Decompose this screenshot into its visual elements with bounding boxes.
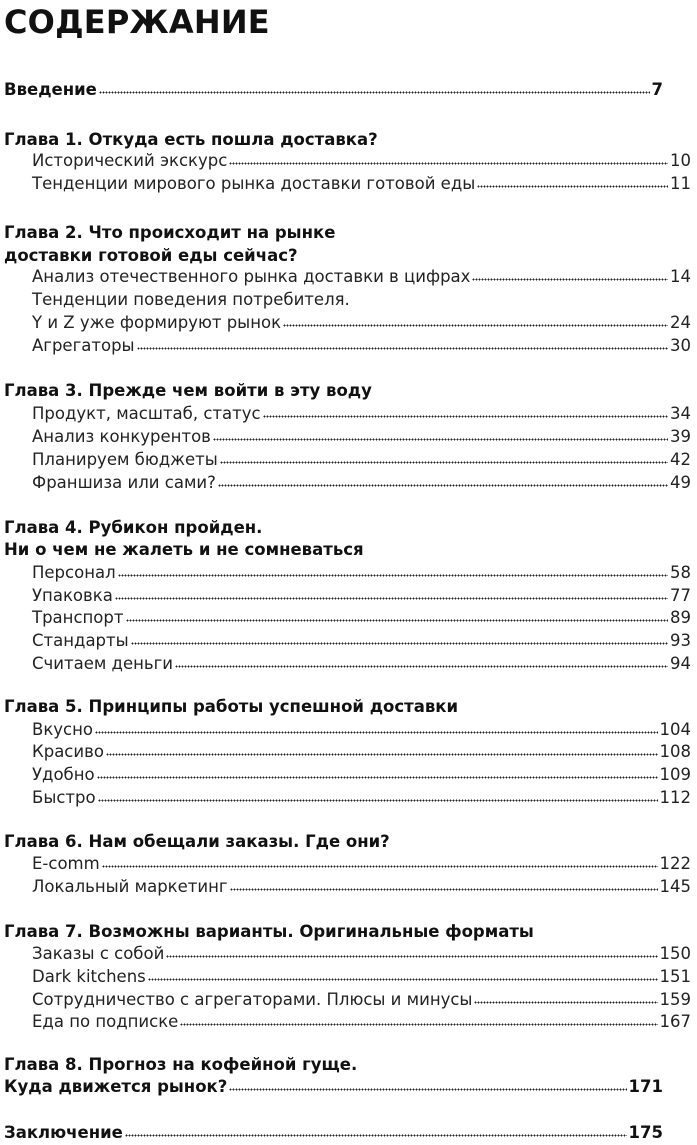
- toc-section-line[interactable]: [0, 606, 697, 630]
- dot-leader: [131, 640, 668, 646]
- page-number: 108: [659, 742, 691, 761]
- toc-chapter-line[interactable]: [0, 78, 669, 102]
- section-title: Франшиза или сами?: [32, 473, 216, 492]
- toc-section-line[interactable]: [0, 1010, 697, 1034]
- toc-section-line[interactable]: [0, 629, 697, 653]
- dot-leader: [125, 1132, 627, 1138]
- dot-leader: [180, 1021, 657, 1027]
- page-number: 10: [670, 151, 691, 170]
- section-title: Считаем деньги: [32, 654, 174, 673]
- page-number: 94: [670, 654, 691, 673]
- dot-leader: [97, 774, 658, 780]
- toc-section-line[interactable]: [0, 942, 697, 966]
- dot-leader: [106, 751, 658, 757]
- dot-leader: [220, 459, 668, 465]
- page-number: 150: [659, 944, 691, 963]
- page-number: 151: [659, 967, 691, 986]
- toc-chapter-line[interactable]: [0, 1121, 669, 1145]
- section-title: Анализ отечественного рынка доставки в цифрах: [32, 267, 471, 286]
- section-title: Сотрудничество с агрегаторами. Плюсы и минусы: [32, 990, 473, 1009]
- section-title: Локальный маркетинг: [32, 877, 228, 896]
- dot-leader: [213, 436, 668, 442]
- page-title: СОДЕРЖАНИЕ: [4, 3, 270, 41]
- page-number: 24: [670, 313, 691, 332]
- toc-section-line[interactable]: [0, 561, 697, 585]
- page-number: 112: [659, 788, 691, 807]
- toc-section-line[interactable]: [0, 852, 697, 876]
- section-title: Тенденции поведения потребителя.: [32, 290, 350, 309]
- chapter-title: Глава 8. Прогноз на кофейной гуще.: [4, 1055, 358, 1074]
- chapter-title: Глава 3. Прежде чем войти в эту воду: [4, 381, 372, 400]
- dot-leader: [175, 663, 668, 669]
- chapter-title: Заключение: [4, 1123, 123, 1142]
- section-title: Анализ конкурентов: [32, 427, 211, 446]
- chapter-title: Глава 6. Нам обещали заказы. Где они?: [4, 832, 390, 851]
- page-number: 145: [659, 877, 691, 896]
- toc-chapter-line[interactable]: [0, 830, 669, 854]
- dot-leader: [118, 572, 668, 578]
- section-title: Y и Z уже формируют рынок: [32, 313, 282, 332]
- chapter-title: Ни о чем не жалеть и не сомневаться: [4, 540, 364, 559]
- toc-section-line[interactable]: [0, 288, 697, 312]
- toc-section-line[interactable]: [0, 652, 697, 676]
- page-number: 122: [659, 854, 691, 873]
- section-title: Транспорт: [32, 608, 124, 627]
- toc-section-line[interactable]: [0, 402, 697, 426]
- chapter-title: Куда движется рынок?: [4, 1077, 228, 1096]
- section-title: Заказы с собой: [32, 944, 165, 963]
- dot-leader: [230, 886, 658, 892]
- page-number: 14: [670, 267, 691, 286]
- section-title: Планируем бюджеты: [32, 450, 218, 469]
- section-title: Персонал: [32, 563, 116, 582]
- dot-leader: [102, 863, 658, 869]
- section-title: E-comm: [32, 854, 100, 873]
- toc-section-line[interactable]: [0, 786, 697, 810]
- section-title: Стандарты: [32, 631, 129, 650]
- page-number: 77: [670, 586, 691, 605]
- toc-chapter-line[interactable]: [0, 1075, 669, 1099]
- dot-leader: [477, 183, 668, 189]
- section-title: Красиво: [32, 742, 104, 761]
- chapter-title: Глава 1. Откуда есть пошла доставка?: [4, 130, 378, 149]
- section-title: Исторический экскурс: [32, 151, 228, 170]
- section-title: Вкусно: [32, 720, 94, 739]
- section-title: Dark kitchens: [32, 967, 146, 986]
- page-number: 93: [670, 631, 691, 650]
- toc-section-line[interactable]: [0, 584, 697, 608]
- page-number: 30: [670, 336, 691, 355]
- dot-leader: [98, 797, 658, 803]
- page-number: 42: [670, 450, 691, 469]
- toc-section-line[interactable]: [0, 718, 697, 742]
- chapter-title: Глава 4. Рубикон пройден.: [4, 518, 263, 537]
- toc-section-line[interactable]: [0, 763, 697, 787]
- page-number: 167: [659, 1012, 691, 1031]
- toc-section-line[interactable]: [0, 965, 697, 989]
- toc-chapter-line[interactable]: [0, 379, 669, 403]
- dot-leader: [229, 1086, 626, 1092]
- page-number: 34: [670, 404, 691, 423]
- section-title: Удобно: [32, 765, 95, 784]
- dot-leader: [115, 595, 668, 601]
- toc-section-line[interactable]: [0, 311, 697, 335]
- dot-leader: [166, 953, 657, 959]
- page-number: 109: [659, 765, 691, 784]
- chapter-title: Глава 5. Принципы работы успешной доставки: [4, 697, 459, 716]
- page-number: 39: [670, 427, 691, 446]
- dot-leader: [126, 617, 669, 623]
- page-number: 89: [670, 608, 691, 627]
- toc-section-line[interactable]: [0, 425, 697, 449]
- toc-section-line[interactable]: [0, 740, 697, 764]
- dot-leader: [283, 322, 668, 328]
- toc-section-line[interactable]: [0, 334, 697, 358]
- toc-section-line[interactable]: [0, 448, 697, 472]
- toc-section-line[interactable]: [0, 265, 697, 289]
- chapter-title: Глава 7. Возможны варианты. Оригинальные форматы: [4, 922, 534, 941]
- page-number: 159: [659, 990, 691, 1009]
- page-number: 175: [628, 1123, 663, 1142]
- section-title: Агрегаторы: [32, 336, 135, 355]
- toc-section-line[interactable]: [0, 149, 697, 173]
- toc-section-line[interactable]: [0, 988, 697, 1012]
- dot-leader: [148, 976, 658, 982]
- page-number: 171: [628, 1077, 663, 1096]
- chapter-title: Глава 2. Что происходит на рынке: [4, 223, 336, 242]
- section-title: Тенденции мирового рынка доставки готовой еды: [32, 174, 476, 193]
- dot-leader: [99, 89, 650, 95]
- page-number: 104: [659, 720, 691, 739]
- chapter-title: Введение: [4, 80, 97, 99]
- toc-chapter-line[interactable]: [0, 538, 669, 562]
- toc-chapter-line[interactable]: [0, 695, 669, 719]
- dot-leader: [95, 729, 657, 735]
- chapter-title: доставки готовой еды сейчас?: [4, 246, 298, 265]
- dot-leader: [229, 160, 668, 166]
- toc-chapter-line[interactable]: [0, 221, 669, 245]
- dot-leader: [218, 482, 668, 488]
- section-title: Еда по подписке: [32, 1012, 179, 1031]
- page-number: 58: [670, 563, 691, 582]
- section-title: Быстро: [32, 788, 96, 807]
- toc-chapter-line[interactable]: [0, 1053, 669, 1077]
- toc-chapter-line[interactable]: [0, 516, 669, 540]
- dot-leader: [472, 276, 668, 282]
- dot-leader: [474, 999, 657, 1005]
- page-number: 49: [670, 473, 691, 492]
- toc-section-line[interactable]: [0, 471, 697, 495]
- page-number: 7: [651, 80, 663, 99]
- section-title: Упаковка: [32, 586, 113, 605]
- toc-section-line[interactable]: [0, 172, 697, 196]
- toc-section-line[interactable]: [0, 875, 697, 899]
- toc-chapter-line[interactable]: [0, 920, 669, 944]
- section-title: Продукт, масштаб, статус: [32, 404, 261, 423]
- page-number: 11: [670, 174, 691, 193]
- dot-leader: [137, 345, 668, 351]
- dot-leader: [263, 413, 668, 419]
